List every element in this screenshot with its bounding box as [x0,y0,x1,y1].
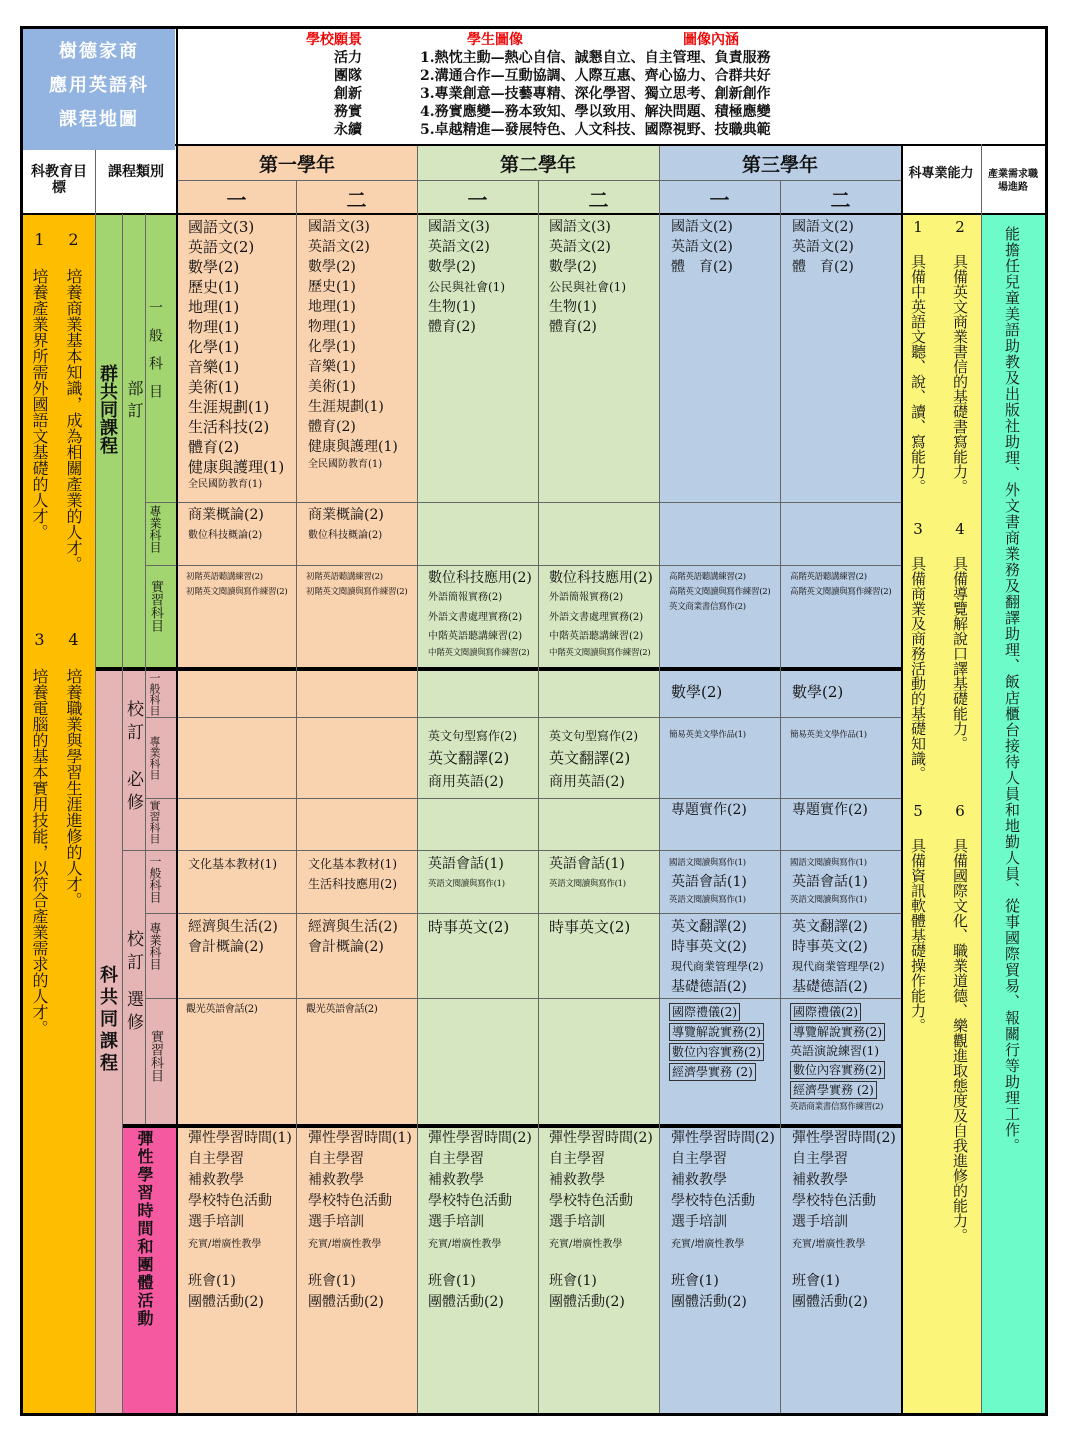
career-text: 能擔任兒童美語助教及出版社助理、外文書商業務及翻譯助理、飯店櫃台接待人員和地勤人員、從事國際貿易、報關行等助理工作。 [1003,226,1021,1154]
flex-y2s2: 彈性學習時間(2) 自主學習 補救教學 學校特色活動 選手培訓 充實/增廣性教學 班會(1) 團體活動(2) [549,1130,653,1310]
general-y1s1: 國語文(3) 英語文(2) 數學(2) 歷史(1) 地理(1) 物理(1) 化學(1) 音樂(1) 美術(1) 生涯規劃(1) 生活科技(2) 體育(2) 健康與護理(1) 全民國防教育(1) [188,218,285,490]
label-flex: 彈性學習時間和團體活動 [135,1130,154,1328]
ability-4: 4 具備導覽解說口譯基礎能力。 [951,520,969,751]
prac-y3s1: 高階英語聽講練習(2) 高階英文閱讀與寫作練習(2) 英文商業書信寫作(2) [669,572,771,612]
header-y3s2: 二 [830,188,851,212]
elec-general-y2s2: 英語會話(1) 英語文閱讀與寫作(1) [549,856,626,889]
req-prac-y3s2: 專題實作(2) [792,802,868,818]
prac-y1s1: 初階英語聽講練習(2) 初階英文閱讀與寫作練習(2) [186,572,288,597]
header-goal: 科教育目標 [31,164,87,196]
head-connotation: 圖像內涵 [683,32,739,48]
elec-prac-y1s2: 觀光英語會話(2) [306,1004,378,1015]
req-prac-y3s1: 專題實作(2) [671,802,747,818]
elec-prof-y3s2: 英文翻譯(2) 時事英文(2) 現代商業管理學(2) 基礎德語(2) [792,919,885,995]
goal-2: 2 培養商業基本知識，成為相關產業的人才。 [64,230,83,572]
header-y1s2: 二 [346,188,367,212]
general-y3s1: 國語文(2) 英語文(2) 體 育(2) [671,219,733,275]
goal-1: 1 培養產業界所需外國語文基礎的人才。 [30,230,49,540]
general-y2s2: 國語文(3) 英語文(2) 數學(2) 公民與社會(1) 生物(1) 體育(2) [549,219,626,335]
label-xiao-ding-req: 校訂 [123,700,143,746]
flex-y1s1: 彈性學習時間(1) 自主學習 補救教學 學校特色活動 選手培訓 充實/增廣性教學 班會(1) 團體活動(2) [188,1130,292,1310]
elec-prac-y1s1: 觀光英語會話(2) [186,1004,258,1015]
flex-y3s1: 彈性學習時間(2) 自主學習 補救教學 學校特色活動 選手培訓 充實/增廣性教學 班會(1) 團體活動(2) [671,1130,775,1310]
vision-lines: 1.熱忱主動—熱心自信、誠懇自立、自主管理、負責服務 2.溝通合作—互動協調、人際互惠、齊心協力、合群共好 3.專業創意—技藝專精、深化學習、獨立思考、創新創作 4.務實應變—務本致知、學以致用、解決問題、積極應變 5.卓越精進—發展特色、人文科技、國際視野、技職典範 [420,50,771,138]
ability-6: 6 具備國際文化、職業道德、樂觀進取態度及自我進修的能力。 [951,802,969,1243]
req-general-y3s1: 數學(2) [671,683,723,701]
header-y2s1: 一 [467,188,488,212]
ability-1: 1 具備中英語文聽、說、讀、寫能力。 [909,218,927,494]
general-y1s2: 國語文(3) 英語文(2) 數學(2) 歷史(1) 地理(1) 物理(1) 化學(1) 音樂(1) 美術(1) 生涯規劃(1) 體育(2) 健康與護理(1) 全民國防教育(1) [308,219,398,470]
flex-y2s1: 彈性學習時間(2) 自主學習 補救教學 學校特色活動 選手培訓 充實/增廣性教學 班會(1) 團體活動(2) [428,1130,532,1310]
elec-general-y1s1: 文化基本教材(1) [188,857,277,871]
req-prof-y2s2: 英文句型寫作(2) 英文翻譯(2) 商用英語(2) [549,729,638,790]
elec-prof-y1s1: 經濟與生活(2) 會計概論(2) [188,919,278,955]
prof-y1s2: 商業概論(2) 數位科技概論(2) [308,507,384,541]
header-career: 產業需求職場進路 [988,169,1038,193]
prof-y1s1: 商業概論(2) 數位科技概論(2) [188,507,264,541]
elec-prof-y1s2: 經濟與生活(2) 會計概論(2) [308,919,398,955]
label-group-common: 群共同課程 [97,364,118,454]
label-prac-req: 實習科目 [148,800,161,844]
label-practice: 實習科目 [148,580,163,632]
title-line1: 樹德家商 [59,41,139,62]
req-prof-y3s1: 簡易英美文學作品(1) [669,730,746,740]
elec-general-y3s2: 國語文閱讀與寫作(1) 英語會話(1) 英語文閱讀與寫作(1) [790,858,868,905]
elec-general-y1s2: 文化基本教材(1) 生活科技應用(2) [308,857,397,891]
map-title [23,29,175,150]
label-elective: 選修 [123,990,143,1036]
elec-prac-y3s1: 國際禮儀(2) 導覽解說實務(2) 數位內容實務(2) 經濟學實務 (2) [669,1002,764,1082]
prac-y3s2: 高階英語聽講練習(2) 高階英文閱讀與寫作練習(2) [790,572,892,597]
req-prof-y3s2: 簡易英美文學作品(1) [790,730,867,740]
header-ability: 科專業能力 [908,166,974,181]
goal-4: 4 培養職業與學習生涯進修的人才。 [64,630,83,908]
label-professional: 專業科目 [148,505,162,553]
label-required: 必修 [123,770,143,816]
flex-y1s2: 彈性學習時間(1) 自主學習 補救教學 學校特色活動 選手培訓 充實/增廣性教學 班會(1) 團體活動(2) [308,1130,412,1310]
elec-general-y3s1: 國語文閱讀與寫作(1) 英語會話(1) 英語文閱讀與寫作(1) [669,858,747,905]
header-year1: 第一學年 [258,154,335,176]
label-prac-elec: 實習科目 [148,1030,163,1082]
label-prof-req: 專業科目 [148,736,161,780]
header-year2: 第二學年 [499,154,576,176]
head-portrait: 學生圖像 [467,32,523,48]
header-year3: 第三學年 [741,154,818,176]
header-y1s1: 一 [226,188,247,212]
label-general: 一般科目 [147,300,163,412]
prac-y1s2: 初階英語聽講練習(2) 初階英文閱讀與寫作練習(2) [306,572,408,597]
label-prof-elec: 專業科目 [148,922,162,970]
req-prof-y2s1: 英文句型寫作(2) 英文翻譯(2) 商用英語(2) [428,729,517,790]
elec-prof-y2s1: 時事英文(2) [428,918,510,936]
elec-prac-y3s2: 國際禮儀(2) 導覽解說實務(2) 英語演說練習(1) 數位內容實務(2) 經濟學實務 (2) 英語商業書信寫作練習(2) [790,1005,884,1112]
head-vision: 學校願景 [306,32,362,48]
header-y2s2: 二 [588,188,609,212]
label-general-req: 一般科目 [148,672,161,716]
ability-3: 3 具備商業及商務活動的基礎知識。 [909,520,927,781]
goal-3: 3 培養電腦的基本實用技能，以符合產業需求的人才。 [30,630,49,1036]
elec-general-y2s1: 英語會話(1) 英語文閱讀與寫作(1) [428,856,505,889]
ability-2: 2 具備英文商業書信的基礎書寫能力。 [951,218,969,494]
title-line3: 課程地圖 [59,109,139,130]
label-dept-common: 科共同課程 [97,965,118,1075]
header-category: 課程類別 [108,164,164,180]
prac-y2s1: 數位科技應用(2) 外語簡報實務(2) 外語文書處理實務(2) 中階英語聽講練習(2) 中階英文閱讀與寫作練習(2) [428,570,532,658]
label-bu-ding: 部訂 [125,380,144,424]
elec-prof-y3s1: 英文翻譯(2) 時事英文(2) 現代商業管理學(2) 基礎德語(2) [671,919,764,995]
vision-values: 活力 團隊 創新 務實 永續 [334,50,362,138]
title-line2: 應用英語科 [49,75,149,96]
prac-y2s2: 數位科技應用(2) 外語簡報實務(2) 外語文書處理實務(2) 中階英語聽講練習(2) 中階英文閱讀與寫作練習(2) [549,570,653,658]
req-general-y3s2: 數學(2) [792,683,844,701]
ability-5: 5 具備資訊軟體基礎操作能力。 [909,802,927,1033]
general-y2s1: 國語文(3) 英語文(2) 數學(2) 公民與社會(1) 生物(1) 體育(2) [428,219,505,335]
label-general-elec: 一般科目 [148,855,162,903]
header-y3s1: 一 [709,188,730,212]
general-y3s2: 國語文(2) 英語文(2) 體 育(2) [792,219,854,275]
flex-y3s2: 彈性學習時間(2) 自主學習 補救教學 學校特色活動 選手培訓 充實/增廣性教學 班會(1) 團體活動(2) [792,1130,896,1310]
elec-prof-y2s2: 時事英文(2) [549,918,631,936]
label-xiao-ding-elec: 校訂 [123,930,143,976]
